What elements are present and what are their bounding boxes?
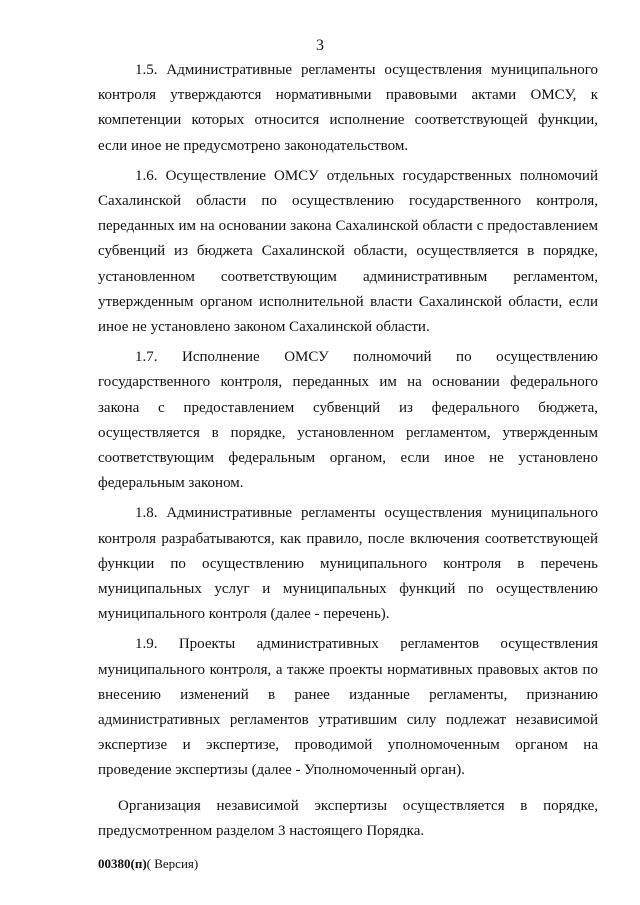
paragraph-1-7: 1.7. Исполнение ОМСУ полномочий по осуществлению государственного контроля, переданных им на основании федерального закона с предоставлением субвенций из федерального бюджета, осуществляется в порядке, установленном регламентом, утвержденным соответствующим федеральным органом, если иное не установлено федеральным законом. — [98, 349, 598, 492]
paragraph-1-9: 1.9. Проекты административных регламентов осуществления муниципального контроля, а также проекты нормативных правовых актов по внесению изменений в ранее изданные регламенты, признанию административных регламентов утратившим силу подлежат независимой экспертизе и экспертизе, проводимой уполномоченным органом на проведение экспертизы (далее - Уполномоченный орган). — [98, 636, 598, 779]
paragraph-expertise-organization: Организация независимой экспертизы осуществляется в порядке, предусмотренном разделом 3 настоящего Порядка. — [98, 797, 598, 839]
document-version: ( Версия) — [146, 856, 199, 871]
page-number: 3 — [316, 37, 324, 54]
document-footer — [98, 856, 198, 872]
document-code: 00380(п) — [98, 856, 147, 871]
paragraph-1-5: 1.5. Административные регламенты осуществления муниципального контроля утверждаются нормативными правовыми актами ОМСУ, к компетенции которых относится исполнение соответствующей функции, если иное не предусмотрено законодательством. — [98, 62, 598, 154]
document-body — [98, 58, 598, 849]
paragraph-1-6: 1.6. Осуществление ОМСУ отдельных государственных полномочий Сахалинской области по осуществлению государственного контроля, переданных им на основании закона Сахалинской области с предоставлением субвенций из бюджета Сахалинской области, осуществляется в порядке, установленном соответствующим административным регламентом, утвержденным органом исполнительной власти Сахалинской области, если иное не установлено законом Сахалинской области. — [98, 167, 598, 336]
paragraph-1-8: 1.8. Административные регламенты осуществления муниципального контроля разрабатываются, как правило, после включения соответствующей функции по осуществлению муниципального контроля в перечень муниципальных услуг и муниципальных функций по осуществлению муниципального контроля (далее - перечень). — [98, 505, 598, 623]
